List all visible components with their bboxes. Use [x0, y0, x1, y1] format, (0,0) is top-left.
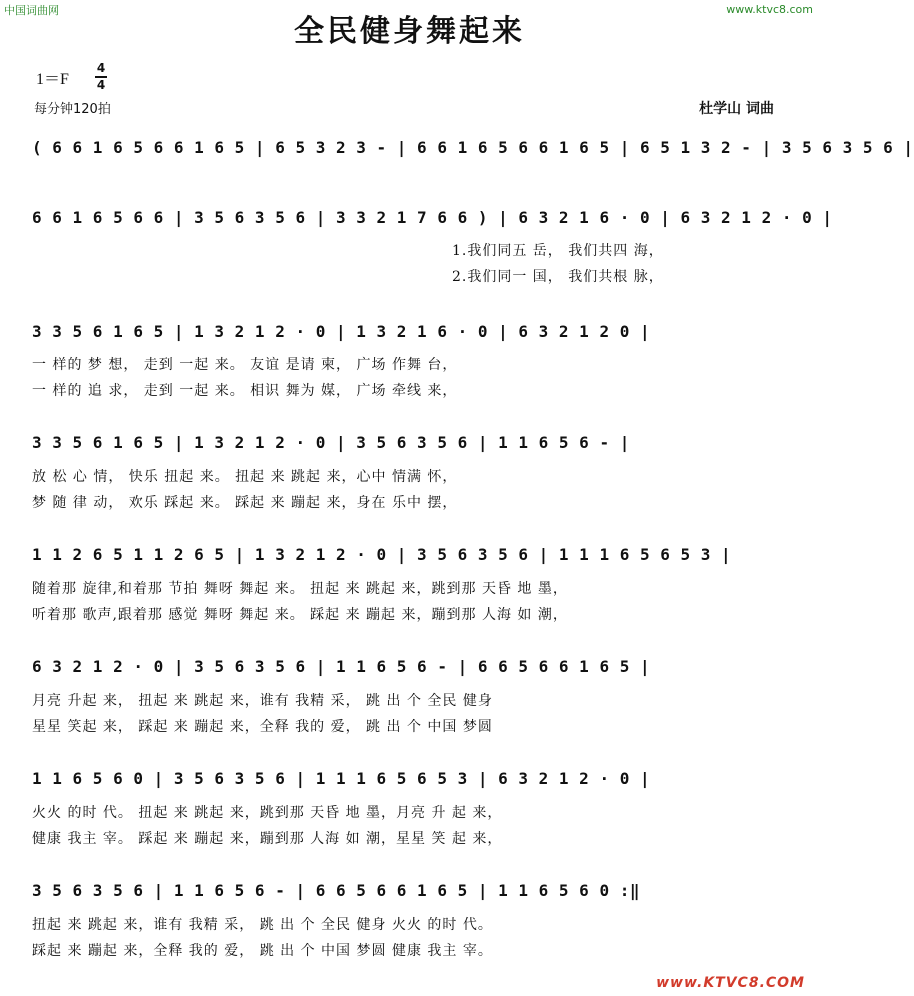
score-line-7-notes: 1 1 6 5 6 0 | 3 5 6 3 5 6 | 1 1 1 6 5 6 5 3 | 6 3 2 1 2 · 0 |	[32, 769, 651, 788]
score-line-3-notes: 3 3 5 6 1 6 5 | 1 3 2 1 2 · 0 | 1 3 2 1 6 · 0 | 6 3 2 1 2 0 |	[32, 322, 651, 341]
watermark-left: 中国词曲网	[4, 4, 59, 17]
author-credit: 杜学山 词曲	[699, 101, 774, 117]
score-line-5-lyrics-verse-1: 随着那 旋律,和着那 节拍 舞呀 舞起 来。 扭起 来 跳起 来，跳到那 天昏 地 墨，	[32, 581, 568, 597]
score-line-3-lyrics-verse-1: 一 样的 梦 想， 走到 一起 来。 友谊 是请 柬， 广场 作舞 台，	[32, 357, 458, 373]
score-line-1-notes: ( 6 6 1 6 5 6 6 1 6 5 | 6 5 3 2 3 - | 6 6 1 6 5 6 6 1 6 5 | 6 5 1 3 2 - | 3 5 6 3 5 6 |	[32, 138, 914, 157]
song-title: 全民健身舞起来	[294, 14, 525, 49]
score-line-6-lyrics-verse-1: 月亮 升起 来， 扭起 来 跳起 来，谁有 我精 采， 跳 出 个 全民 健身	[32, 693, 493, 709]
score-line-3-lyrics-verse-2: 一 样的 追 求， 走到 一起 来。 相识 舞为 媒， 广场 牵线 来，	[32, 383, 458, 399]
score-line-4-lyrics-verse-1: 放 松 心 情， 快乐 扭起 来。 扭起 来 跳起 来，心中 情满 怀，	[32, 469, 458, 485]
score-line-8-lyrics-verse-2: 踩起 来 蹦起 来，全释 我的 爱， 跳 出 个 中国 梦圆 健康 我主 宰。	[32, 943, 493, 959]
score-line-4-lyrics-verse-2: 梦 随 律 动， 欢乐 踩起 来。 踩起 来 蹦起 来，身在 乐中 摆，	[32, 495, 458, 511]
time-signature	[95, 62, 107, 92]
score-line-2-lyrics-verse-1: 1.我们同五 岳， 我们共四 海，	[452, 243, 664, 259]
score-line-5-notes: 1 1 2 6 5 1 1 2 6 5 | 1 3 2 1 2 · 0 | 3 5 6 3 5 6 | 1 1 1 6 5 6 5 3 |	[32, 545, 732, 564]
score-line-4-notes: 3 3 5 6 1 6 5 | 1 3 2 1 2 · 0 | 3 5 6 3 5 6 | 1 1 6 5 6 - |	[32, 433, 630, 452]
score-line-8-notes: 3 5 6 3 5 6 | 1 1 6 5 6 - | 6 6 5 6 6 1 6 5 | 1 1 6 5 6 0 :‖	[32, 881, 640, 900]
watermark-right[interactable]: www.ktvc8.com	[726, 3, 813, 16]
score-line-2-lyrics-verse-2: 2.我们同一 国， 我们共根 脉，	[452, 269, 664, 285]
score-line-8-lyrics-verse-1: 扭起 来 跳起 来，谁有 我精 采， 跳 出 个 全民 健身 火火 的时 代。	[32, 917, 493, 933]
score-line-6-notes: 6 3 2 1 2 · 0 | 3 5 6 3 5 6 | 1 1 6 5 6 - | 6 6 5 6 6 1 6 5 |	[32, 657, 651, 676]
footer-watermark[interactable]: www.KTVC8.COM	[656, 975, 805, 991]
key-signature: 1＝F	[36, 71, 69, 88]
score-line-7-lyrics-verse-1: 火火 的时 代。 扭起 来 跳起 来，跳到那 天昏 地 墨，月亮 升 起 来，	[32, 805, 503, 821]
time-signature-bottom: 4	[96, 77, 106, 92]
score-line-5-lyrics-verse-2: 听着那 歌声,跟着那 感觉 舞呀 舞起 来。 踩起 来 蹦起 来，蹦到那 人海 如 潮，	[32, 607, 568, 623]
score-line-2-notes: 6 6 1 6 5 6 6 | 3 5 6 3 5 6 | 3 3 2 1 7 6 6 ) | 6 3 2 1 6 · 0 | 6 3 2 1 2 · 0 |	[32, 208, 833, 227]
score-line-7-lyrics-verse-2: 健康 我主 宰。 踩起 来 蹦起 来，蹦到那 人海 如 潮，星星 笑 起 来，	[32, 831, 503, 847]
score-line-6-lyrics-verse-2: 星星 笑起 来， 踩起 来 蹦起 来，全释 我的 爱， 跳 出 个 中国 梦圆	[32, 719, 493, 735]
tempo-marking: 每分钟120拍	[34, 102, 111, 117]
time-signature-top: 4	[96, 61, 106, 75]
